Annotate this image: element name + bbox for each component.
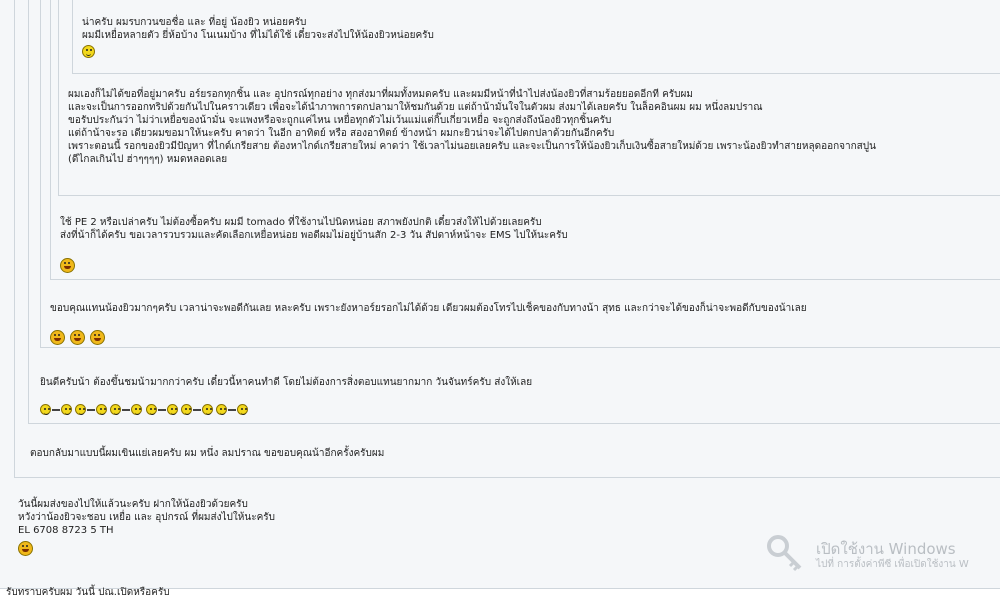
post-2-text: [68, 88, 876, 166]
cheers-emoji-icon: [110, 404, 121, 415]
post-8-text: [6, 586, 170, 599]
post-6-text: [30, 447, 384, 460]
cheers-emoji-icon: [216, 404, 227, 415]
post-4-text: [50, 302, 807, 315]
smile-emoji-icon: [82, 45, 95, 58]
watermark-subtitle: ไปที่ การตั้งค่าพีซี เพื่อเปิดใช้งาน W: [816, 559, 969, 570]
post-1-text: [82, 16, 434, 42]
post-line: ผมมีเหยื่อหลายตัว ยี่ห้อบ้าง โนเนมบ้าง ที่ไม่ได้ใช้ เดี๋ยวจะส่งไปให้น้องยิวหน่อยครับ: [82, 30, 434, 41]
cheers-emoji-icon: [146, 404, 157, 415]
cheers-emoji-row: [40, 404, 248, 416]
laugh-emoji-icon: [50, 330, 65, 345]
post-3-text: [60, 216, 568, 242]
post-line: ขอบคุณแทนน้องยิวมากๆครับ เวลาน่าจะพอดีกันเลย หละครับ เพราะยังหาอร์ยรอกไม่ได้ด้วย เดียวผมต้องโทรไปเช็คของกับทางน้า สุทธ และกว่าจะได้ของก็น่าจะพอดีกับของน้าเลย: [50, 303, 807, 314]
laugh-emoji-icon: [60, 258, 75, 273]
laugh-emoji-icon: [18, 541, 33, 556]
laugh-emoji-row: [50, 330, 107, 345]
post-line: ส่งที่น้าก็ได้ครับ ขอเวลารวบรวมและคัดเลือกเหยื่อหน่อย พอดีผมไม่อยู่บ้านสัก 2-3 วัน สัปดาห์หน้าจะ EMS ไปให้นะครับ: [60, 230, 568, 241]
cheers-emoji-icon: [181, 404, 192, 415]
cheers-emoji-icon: [61, 404, 72, 415]
key-icon: [766, 534, 804, 572]
post-line: ยินดีครับน้า ต้องขึ้นชมน้ามากกว่าครับ เดี๋ยวนี้หาคนทำดี โดยไม่ต้องการสิ่งตอบแทนยากมาก วันจันทร์ครับ ส่งให้เลย: [40, 377, 533, 388]
post-line: ผมเองก็ไม่ได้ขอที่อยู่มาครับ อร์ยรอกทุกชิ้น และ อุปกรณ์ทุกอย่าง ทุกส่งมาที่ผมทั้งหมดครับ และผมมีหน้าที่นำไปส่งน้องยิวที่สามร้อยยอดอีกที ครับผม: [68, 89, 693, 100]
post-line: แต่ถ้าน้าจะรอ เดียวผมขอมาให้นะครับ คาดว่า ในอีก อาทิตย์ หรือ สองอาทิตย์ ข้างหน้า ผมกะยิวน่าจะได้ไปตกปลาด้วยกันอีกครับ: [68, 128, 615, 139]
cheers-emoji-icon: [131, 404, 142, 415]
post-line: หวังว่าน้องยิวจะชอบ เหยื่อ และ อุปกรณ์ ที่ผมส่งไปให้นะครับ: [18, 512, 275, 523]
laugh-emoji-icon: [90, 330, 105, 345]
laugh-emoji-icon: [70, 330, 85, 345]
post-line: (ดีไกลเกินไป ฮ่าๆๆๆๆ) หมดหลอดเลย: [68, 154, 228, 165]
post-line: วันนี้ผมส่งของไปให้แล้วนะครับ ฝากให้น้องยิวด้วยครับ: [18, 499, 248, 510]
cheers-emoji-icon: [167, 404, 178, 415]
post-line: ใช้ PE 2 หรือเปล่าครับ ไม่ต้องซื้อครับ ผมมี tomado ที่ใช้งานไปนิดหน่อย สภาพยังปกติ เดี๋ยวส่งให้ไปด้วยเลยครับ: [60, 217, 542, 228]
post-line: ขอรับประกันว่า ไม่ว่าเหยื่อของน้ามั่น จะแพงหรือจะถูกแค่ไหน เหยื่อทุกตัวไม่เว้นแม่แต่กิ๊บเกี่ยวเหยื่อ จะถูกส่งถึงน้องยิวทุกชิ้นครับ: [68, 115, 612, 126]
windows-activation-watermark: [816, 540, 969, 571]
post-line: รับทราบครับผม วันนี้ ปณ.เปิดหรือครับ: [6, 587, 170, 598]
watermark-title: เปิดใช้งาน Windows: [816, 540, 956, 558]
cheers-emoji-icon: [40, 404, 51, 415]
cheers-emoji-icon: [96, 404, 107, 415]
post-line: ตอบกลับมาแบบนี้ผมเขินแย่เลยครับ ผม หนึ่ง ลมปราณ ขอขอบคุณน้าอีกครั้งครับผม: [30, 448, 385, 459]
post-7-text: [18, 498, 275, 537]
post-line: น่าครับ ผมรบกวนขอชื่อ และ ที่อยู่ น้องยิว หน่อยครับ: [82, 17, 307, 28]
cheers-emoji-icon: [202, 404, 213, 415]
post-5-text: [40, 376, 532, 389]
cheers-emoji-icon: [75, 404, 86, 415]
post-line: เพราะตอนนี้ รอกของยิวมีปัญหา ที่ไกด์เกรียสาย ต้องหาไกด์เกรียสายใหม่ คาดว่า ใช้เวลาไม่นอยเลยครับ และจะเป็นการให้น้องยิวเก็บเงินซื้อสายใหม่ด้วย เพราะน้องยิวทำสายหลุดออกจากสปูน: [68, 141, 876, 152]
cheers-emoji-icon: [237, 404, 248, 415]
post-line: และจะเป็นการออกทริปด้วยกันไปในคราวเดียว เพื่อจะได้นำภาพการตกปลามาให้ชมกันด้วย แต่ถ้าน้ามั่นใจในตัวผม ส่งมาได้เลยครับ ในล็อคอินผม ผม หนึ่งลมปราณ: [68, 102, 763, 113]
tracking-number: EL 6708 8723 5 TH: [18, 525, 114, 536]
